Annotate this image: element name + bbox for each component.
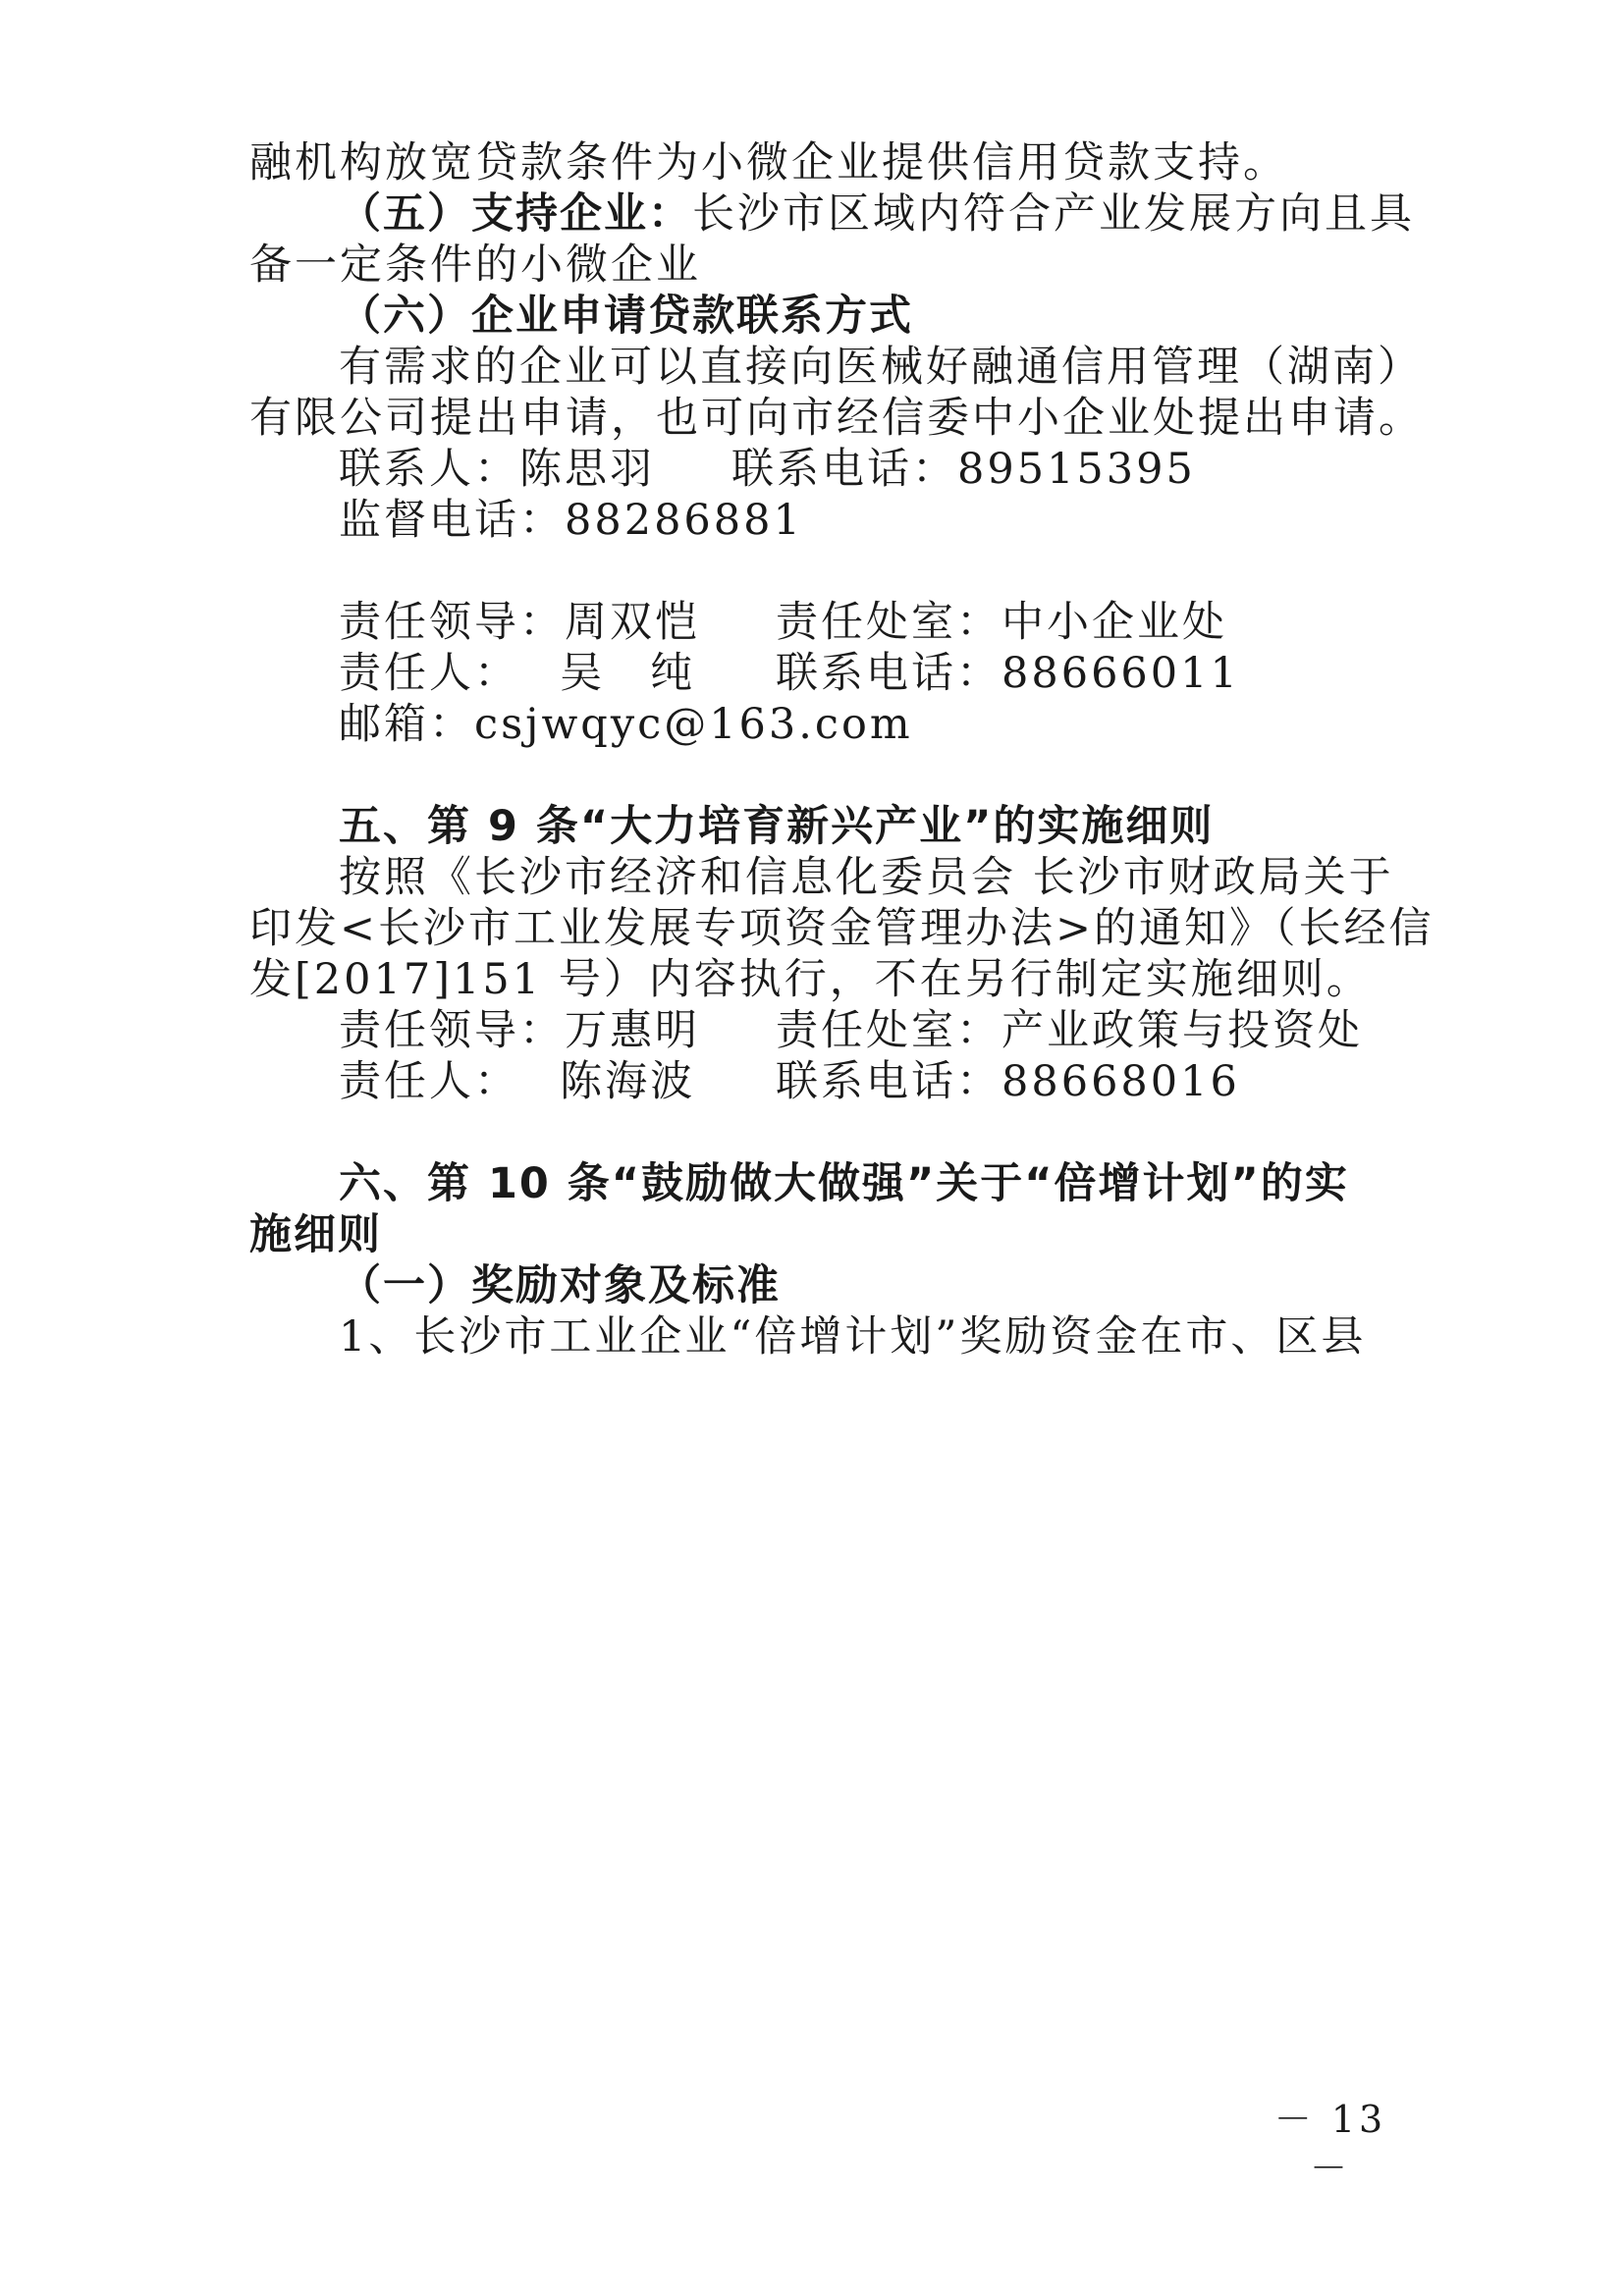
supervision-phone: 监督电话：88286881: [339, 496, 803, 545]
responsible-phone: 联系电话：88668016: [776, 1057, 1240, 1106]
paragraph-line: 有限公司提出申请，也可向市经信委中小企业处提出申请。: [249, 394, 1424, 443]
loan-contact-phone: 联系电话：89515395: [731, 445, 1196, 494]
page-number: － 13 －: [1273, 2098, 1387, 2190]
responsible-person: 责任人： 吴 纯: [339, 649, 696, 698]
paragraph-line: 按照《长沙市经济和信息化委员会 长沙市财政局关于: [339, 853, 1394, 902]
item-five-label: （五）支持企业：: [339, 189, 692, 239]
responsible-phone: 联系电话：88666011: [776, 649, 1240, 698]
paragraph-line: 印发<长沙市工业发展专项资金管理办法>的通知》（长经信: [249, 904, 1435, 953]
paragraph-line: 融机构放宽贷款条件为小微企业提供信用贷款支持。: [249, 138, 1288, 187]
responsible-office: 责任处室：产业政策与投资处: [776, 1006, 1363, 1055]
responsible-person: 责任人： 陈海波: [339, 1057, 696, 1106]
paragraph-line: 发[2017]151 号）内容执行，不在另行制定实施细则。: [249, 955, 1372, 1004]
item-five-line: [339, 187, 1478, 241]
section-five-heading: 五、第 9 条“大力培育新兴产业”的实施细则: [339, 802, 1215, 851]
section-six-heading: 六、第 10 条“鼓励做大做强”关于“倍增计划”的实: [339, 1159, 1349, 1208]
responsible-leader: 责任领导：周双恺: [339, 598, 700, 647]
responsible-email: 邮箱：csjwqyc@163.com: [339, 700, 913, 749]
paragraph-line: 有需求的企业可以直接向医械好融通信用管理（湖南）: [339, 343, 1423, 392]
responsible-office: 责任处室：中小企业处: [776, 598, 1227, 647]
section-six-heading-cont: 施细则: [249, 1210, 382, 1259]
responsible-leader: 责任领导：万惠明: [339, 1006, 700, 1055]
loan-contact-person: 联系人：陈思羽: [339, 445, 655, 494]
item-five-text: 长沙市区域内符合产业发展方向且具: [692, 189, 1415, 239]
subsection-heading: （一）奖励对象及标准: [339, 1261, 781, 1310]
item-six-heading: （六）企业申请贷款联系方式: [339, 292, 913, 341]
paragraph-line: 备一定条件的小微企业: [249, 240, 701, 290]
paragraph-line: 1、长沙市工业企业“倍增计划”奖励资金在市、区县: [339, 1312, 1367, 1362]
